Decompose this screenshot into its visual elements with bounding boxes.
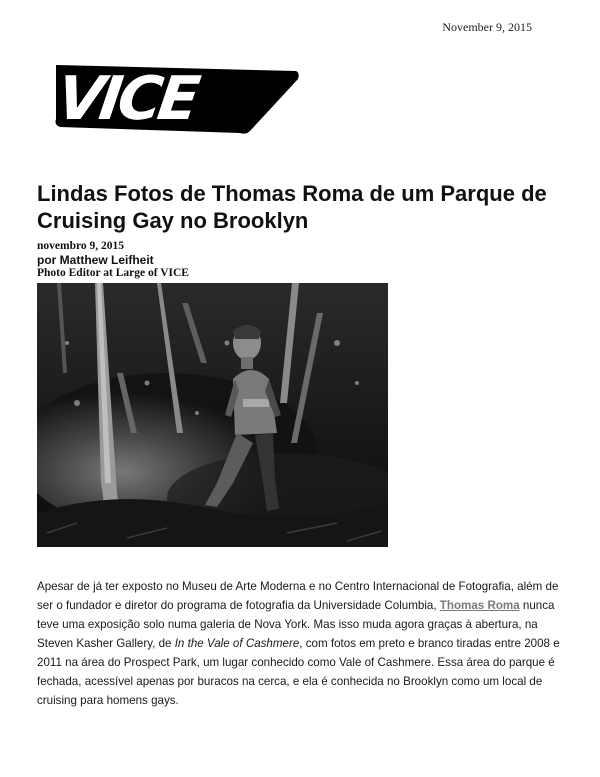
article-body xyxy=(37,577,567,710)
body-text-part1: Apesar de já ter exposto no Museu de Arte Moderna e no Centro Internacional de Fotografia, além de ser o fundador e diretor do programa de fotografia da Universidade Columbia, xyxy=(37,580,559,612)
park-photo-illustration xyxy=(37,283,388,547)
article-title: Lindas Fotos de Thomas Roma de um Parque de Cruising Gay no Brooklyn xyxy=(37,181,547,233)
article-author: por Matthew Leifheit xyxy=(37,253,154,267)
thomas-roma-link[interactable]: Thomas Roma xyxy=(439,599,520,612)
exhibition-title: In the Vale of Cashmere xyxy=(174,637,300,650)
logo-lettering: VICE xyxy=(52,64,201,134)
article-photo xyxy=(37,283,388,547)
print-date: November 9, 2015 xyxy=(442,20,532,34)
body-text-part3: , com fotos em preto e branco tiradas entre 2008 e 2011 na área do Prospect Park, um lugar conhecido como Vale of Cashmere. Essa área do parque é fechada, acessível apenas por buracos na cerca, e ela é conhecida no Brooklyn como um local de cruising para homens gays. xyxy=(37,637,560,707)
author-role: Photo Editor at Large of VICE xyxy=(37,267,189,279)
article-date: novembro 9, 2015 xyxy=(37,240,124,252)
vice-logo-graphic xyxy=(50,53,305,143)
vice-logo[interactable] xyxy=(50,53,305,143)
body-text-part2: nunca teve uma exposição solo numa galeria de Nova York. Mas isso muda agora graças à abertura, na Steven Kasher Gallery, de xyxy=(37,599,555,650)
